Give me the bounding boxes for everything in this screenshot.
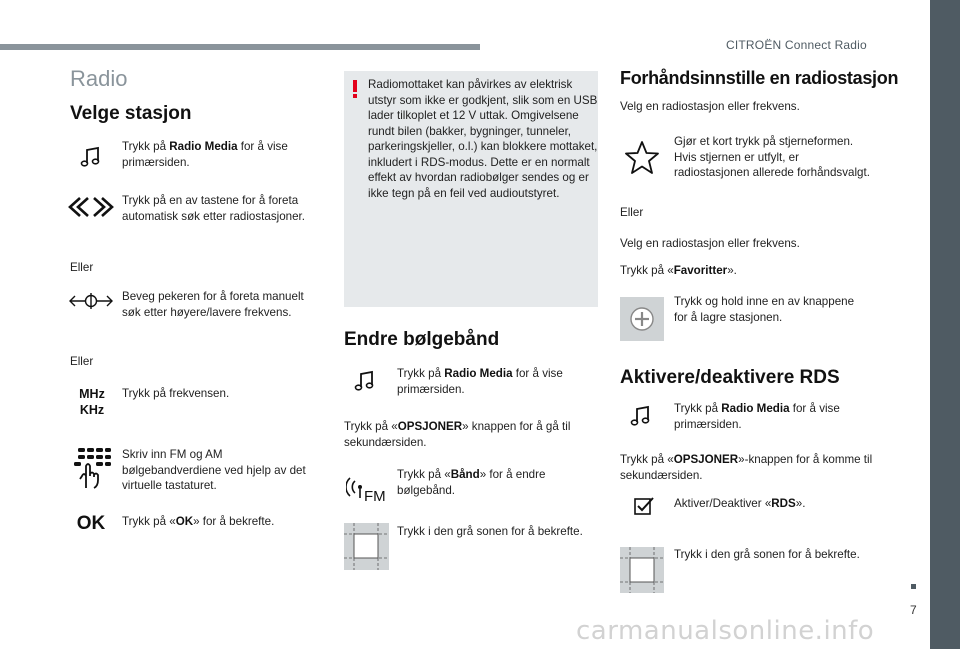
fm-band-icon (346, 474, 390, 510)
right-or: Eller (620, 206, 644, 219)
right-step-favorites: Trykk på «Favoritter». (620, 264, 737, 277)
brand-label: CITROËN Connect Radio (726, 38, 867, 52)
right-step-gray-zone: Trykk i den grå sonen for å bekrefte. (674, 548, 860, 561)
music-note-icon (352, 368, 378, 394)
page-marker (911, 584, 916, 589)
left-step-virtual-keyboard: Skriv inn FM og AM bølgebandverdiene ved hjelp av det virtuelle tastaturet. (122, 448, 306, 492)
middle-step-options: Trykk på «OPSJONER» knappen for å gå til sekundærsiden. (344, 420, 571, 449)
right-step-rds: Aktiver/Deaktiver «RDS». (674, 497, 806, 510)
music-note-icon (78, 144, 104, 170)
virtual-keyboard-icon (72, 446, 112, 490)
frequency-slider-icon (68, 290, 114, 312)
add-preset-icon (620, 297, 664, 341)
left-step-radio-media: Trykk på Radio Media for å vise primærsiden. (122, 140, 288, 169)
heading-forhaandsinnstille: Forhåndsinnstille en radiostasjon (620, 68, 899, 88)
middle-step-band: Trykk på «Bånd» for å endre bølgebånd. (397, 468, 546, 497)
right-step-star: Gjør et kort trykk på stjerneformen. Hvis stjernen er utfylt, er radiostasjonen allerede forhåndsvalgt. (674, 135, 870, 179)
khz-label: KHz (79, 403, 105, 417)
left-step-tap-frequency: Trykk på frekvensen. (122, 387, 230, 400)
watermark: carmanualsonline.info (576, 616, 875, 646)
warning-text: Radiomottaket kan påvirkes av elektrisk utstyr som ikke er godkjent, slik som en USB lader tilkoplet et 12 V uttak. Omgivelsene rundt bilen (bakker, bygninger, tunneler, parkeringskjeller, o.l.) kan blokkere mottaket, inkludert i RDS-modus. Dette er en normalt effekt av hvordan radiobølger sendes og er ikke tegn på en feil ved audioutstyret. (368, 78, 598, 200)
gray-zone-icon (620, 547, 664, 593)
heading-endre-bolgebaand: Endre bølgebånd (344, 329, 500, 350)
right-step-radio-media: Trykk på Radio Media for å vise primærsiden. (674, 402, 840, 431)
mhz-label: MHz (79, 387, 105, 401)
star-icon (622, 138, 662, 178)
page-title: Radio (70, 66, 128, 91)
heading-velge-stasjon: Velge stasjon (70, 103, 192, 124)
warning-exclamation-icon (352, 80, 358, 98)
middle-step-gray-zone: Trykk i den grå sonen for å bekrefte. (397, 525, 583, 538)
right-intro: Velg en radiostasjon eller frekvens. (620, 100, 800, 113)
left-or-2: Eller (70, 355, 94, 368)
left-step-ok: Trykk på «OK» for å bekrefte. (122, 515, 275, 528)
right-intro-2: Velg en radiostasjon eller frekvens. (620, 237, 800, 250)
checkbox-icon (632, 494, 656, 518)
ok-icon: OK (76, 513, 106, 534)
header-rule (0, 44, 480, 50)
seek-arrows-icon (68, 195, 114, 219)
middle-step-radio-media: Trykk på Radio Media for å vise primærsiden. (397, 367, 563, 396)
heading-aktivere-rds: Aktivere/deaktivere RDS (620, 367, 840, 388)
mhz-khz-icon (74, 386, 110, 418)
gray-zone-icon (344, 523, 389, 570)
left-step-manual-seek: Beveg pekeren for å foreta manuelt søk etter høyere/lavere frekvens. (122, 290, 304, 319)
right-step-hold: Trykk og hold inne en av knappene for å lagre stasjonen. (674, 295, 855, 324)
page-number: 7 (910, 603, 917, 617)
left-step-auto-seek: Trykk på en av tastene for å foreta automatisk søk etter radiostasjoner. (122, 194, 306, 223)
page-side-band (930, 0, 960, 649)
fm-label: FM (364, 488, 386, 505)
right-step-options: Trykk på «OPSJONER»-knappen for å komme til sekundærsiden. (620, 453, 873, 482)
music-note-icon (628, 403, 654, 429)
left-or-1: Eller (70, 261, 94, 274)
